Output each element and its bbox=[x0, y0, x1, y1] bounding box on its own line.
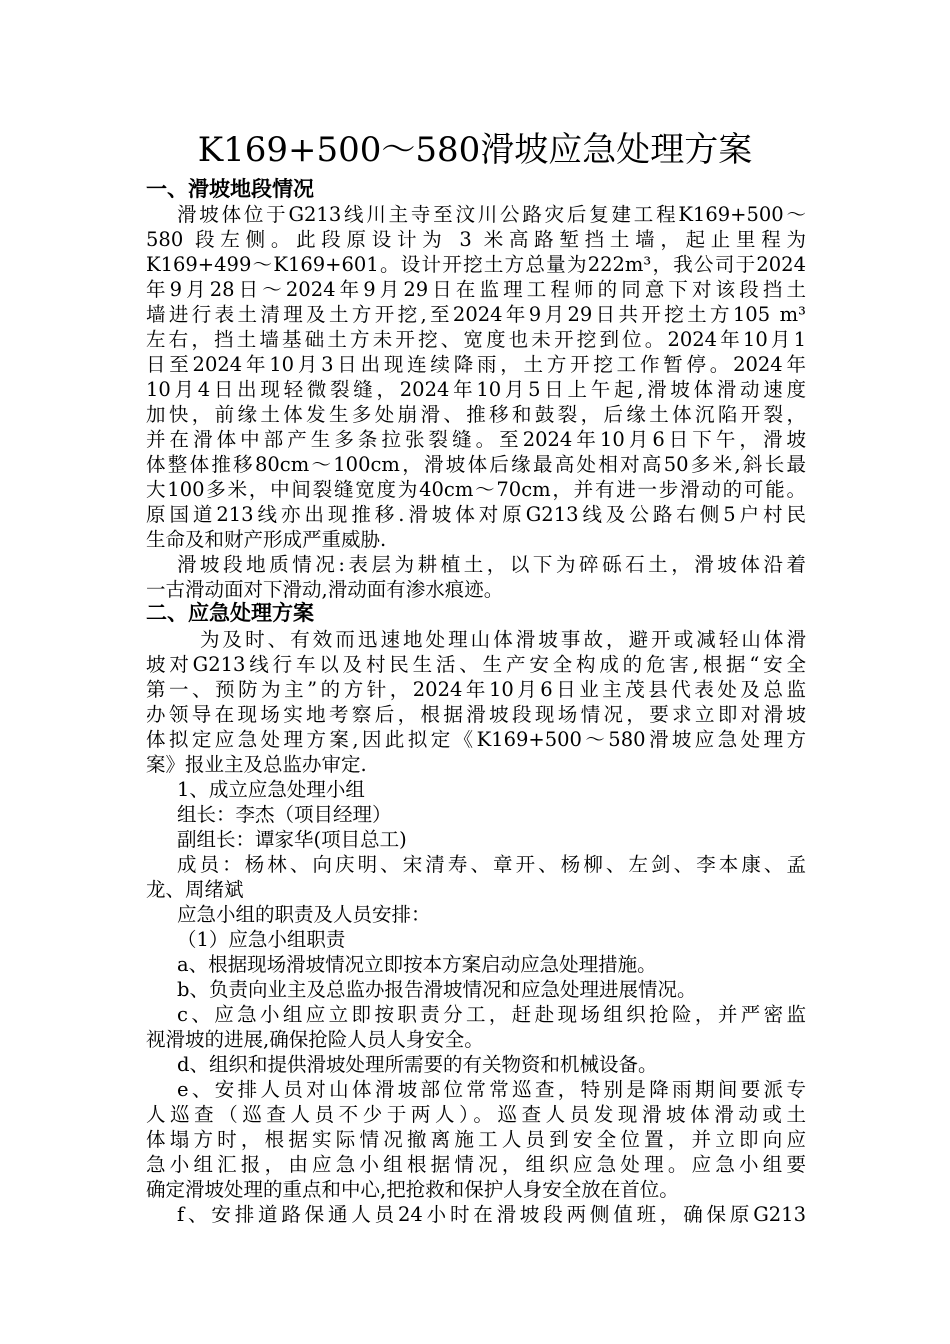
paragraph-line: 加快，前缘土体发生多处崩滑、推移和鼓裂，后缘土体沉陷开裂， bbox=[146, 403, 806, 426]
group-members-line: 成员：杨林、向庆明、宋清寿、章开、杨柳、左剑、李本康、孟 bbox=[177, 853, 806, 876]
section-heading-emergency-plan: 二、应急处理方案 bbox=[146, 600, 314, 625]
duty-item-d: d、组织和提供滑坡处理所需要的有关物资和机械设备。 bbox=[177, 1053, 658, 1076]
duty-item-b: b、负责向业主及总监办报告滑坡情况和应急处理进展情况。 bbox=[177, 978, 697, 1001]
paragraph-line: 案》报业主及总监办审定. bbox=[146, 753, 367, 776]
duty-item-e-line: 体塌方时，根据实际情况撤离施工人员到安全位置，并立即向应 bbox=[146, 1128, 806, 1151]
paragraph-line: 原国道213线亦出现推移.滑坡体对原G213线及公路右侧5户村民 bbox=[146, 503, 806, 526]
subsection-heading: 1、成立应急处理小组 bbox=[177, 778, 365, 801]
paragraph-line: 第一、预防为主”的方针，2024年10月6日业主茂县代表处及总监 bbox=[146, 678, 806, 701]
group-deputy: 副组长：谭家华(项目总工) bbox=[177, 828, 407, 851]
paragraph-line: 墙进行表土清理及土方开挖,至2024年9月29日共开挖土方105 m³ bbox=[146, 303, 806, 326]
duty-item-f-line: f、安排道路保通人员24小时在滑坡段两侧值班，确保原G213 bbox=[177, 1203, 806, 1226]
paragraph-line: K169+499～K169+601。设计开挖土方总量为222m³，我公司于2024 bbox=[146, 253, 806, 276]
paragraph-line: 滑坡段地质情况:表层为耕植土，以下为碎砾石土，滑坡体沿着 bbox=[177, 553, 806, 576]
duty-item-e-line: 急小组汇报，由应急小组根据情况，组织应急处理。应急小组要 bbox=[146, 1153, 806, 1176]
paragraph-line: 生命及和财产形成严重威胁. bbox=[146, 528, 387, 551]
duty-item-a: a、根据现场滑坡情况立即按本方案启动应急处理措施。 bbox=[177, 953, 657, 976]
paragraph-line: 10月4日出现轻微裂缝，2024年10月5日上午起,滑坡体滑动速度 bbox=[146, 378, 806, 401]
paragraph-line: 滑坡体位于G213线川主寺至汶川公路灾后复建工程K169+500～ bbox=[177, 203, 806, 226]
paragraph-line: 并在滑体中部产生多条拉张裂缝。至2024年10月6日下午，滑坡 bbox=[146, 428, 806, 451]
paragraph-line: 日至2024年10月3日出现连续降雨，土方开挖工作暂停。2024年 bbox=[146, 353, 806, 376]
paragraph-line: 为及时、有效而迅速地处理山体滑坡事故，避开或减轻山体滑 bbox=[200, 628, 806, 651]
duty-item-e-line: 确定滑坡处理的重点和中心,把抢救和保护人身安全放在首位。 bbox=[146, 1178, 679, 1201]
duty-item-e-line: e、安排人员对山体滑坡部位常常巡查，特别是降雨期间要派专 bbox=[177, 1078, 806, 1101]
duties-subheading: （1）应急小组职责 bbox=[177, 928, 346, 951]
duty-item-c-line: 视滑坡的进展,确保抢险人员人身安全。 bbox=[146, 1028, 484, 1051]
paragraph-line: 大100多米，中间裂缝宽度为40cm～70cm，并有进一步滑动的可能。 bbox=[146, 478, 806, 501]
document-title: K169+500～580滑坡应急处理方案 bbox=[197, 130, 753, 170]
group-members-line: 龙、周绪斌 bbox=[146, 878, 244, 901]
paragraph-line: 坡对G213线行车以及村民生活、生产安全构成的危害,根据“安全 bbox=[146, 653, 806, 676]
group-leader: 组长：李杰（项目经理） bbox=[177, 803, 392, 826]
paragraph-line: 左右，挡土墙基础土方未开挖、宽度也未开挖到位。2024年10月1 bbox=[146, 328, 806, 351]
paragraph-line: 体拟定应急处理方案,因此拟定《K169+500～580滑坡应急处理方 bbox=[146, 728, 806, 751]
duties-intro: 应急小组的职责及人员安排： bbox=[177, 903, 431, 926]
paragraph-line: 一古滑动面对下滑动,滑动面有渗水痕迹。 bbox=[146, 578, 504, 601]
paragraph-line: 年9月28日～2024年9月29日在监理工程师的同意下对该段挡土 bbox=[146, 278, 806, 301]
duty-item-e-line: 人巡查（巡查人员不少于两人）。巡查人员发现滑坡体滑动或土 bbox=[146, 1103, 806, 1126]
paragraph-line: 办领导在现场实地考察后，根据滑坡段现场情况，要求立即对滑坡 bbox=[146, 703, 806, 726]
paragraph-line: 580 段左侧。此段原设计为 3 米高路堑挡土墙，起止里程为 bbox=[146, 228, 806, 251]
section-heading-landslide-situation: 一、滑坡地段情况 bbox=[146, 176, 314, 201]
paragraph-line: 体整体推移80cm～100cm，滑坡体后缘最高处相对高50多米,斜长最 bbox=[146, 453, 806, 476]
duty-item-c-line: c、应急小组应立即按职责分工，赶赴现场组织抢险，并严密监 bbox=[177, 1003, 806, 1026]
